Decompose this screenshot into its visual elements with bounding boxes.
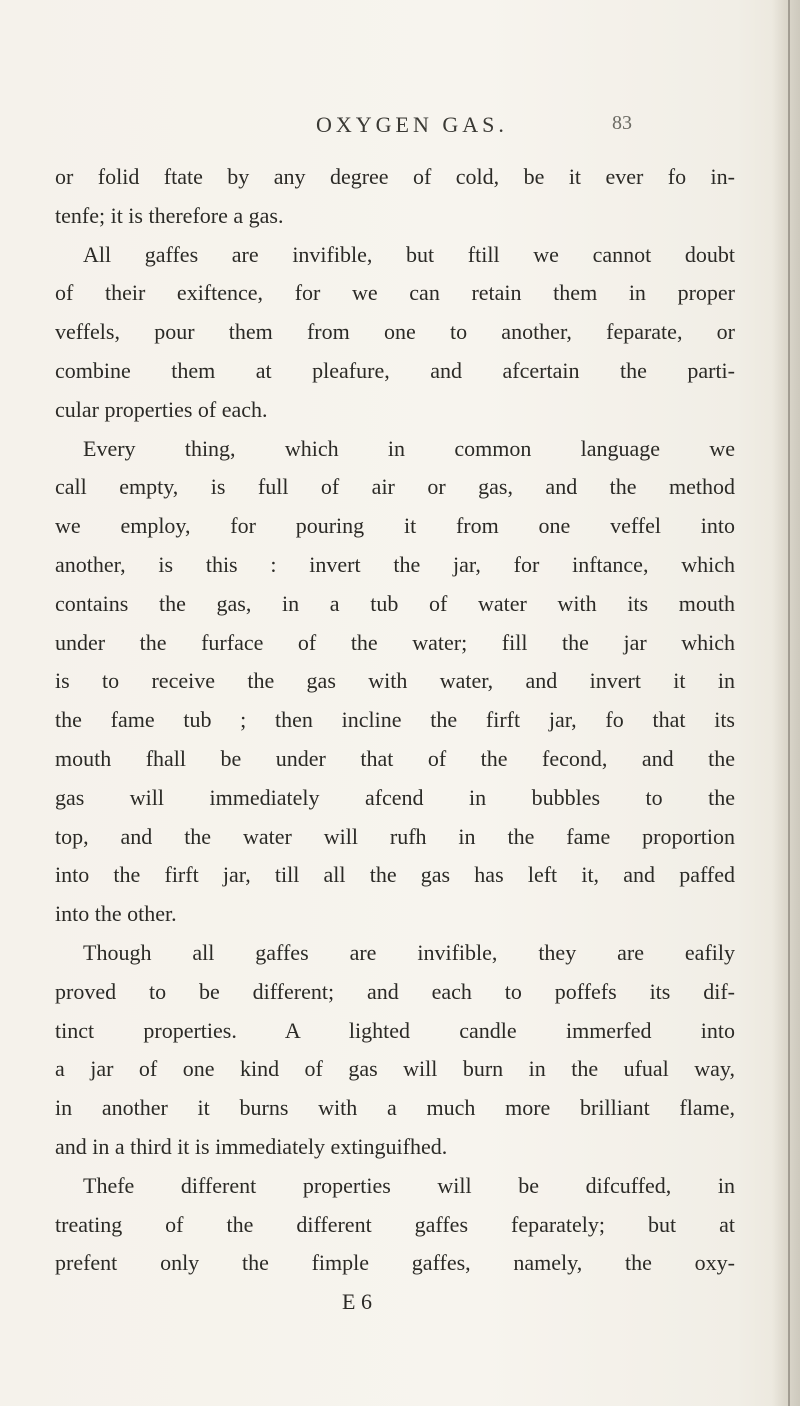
text-line: gas will immediately afcend in bubbles to the — [55, 784, 735, 810]
signature-line — [55, 1283, 735, 1322]
text-line: proved to be different; and each to poffefs its dif- — [55, 978, 735, 1004]
text-line: tinct properties. A lighted candle immerfed into — [55, 1017, 735, 1043]
text-line: into the firft jar, till all the gas has left it, and paffed — [55, 862, 735, 888]
text-line: tenfe; it is therefore a gas. — [55, 202, 284, 228]
text-line: mouth fhall be under that of the fecond, and the — [55, 745, 735, 771]
text-line: contains the gas, in a tub of water with its mouth — [55, 590, 735, 616]
text-line: in another it burns with a much more brilliant flame, — [55, 1095, 735, 1121]
text-line: combine them at pleafure, and afcertain the parti- — [55, 357, 735, 383]
text-line: a jar of one kind of gas will burn in the ufual way, — [55, 1056, 735, 1082]
text-line: and in a third it is immediately extinguifhed. — [55, 1133, 448, 1159]
text-line: top, and the water will rufh in the fame proportion — [55, 823, 735, 849]
text-line: into the other. — [55, 901, 177, 927]
page-edge-line — [788, 0, 790, 1406]
text-line: veffels, pour them from one to another, feparate, or — [55, 319, 735, 345]
page-number: 83 — [612, 112, 632, 134]
text-line: prefent only the fimple gaffes, namely, the oxy- — [55, 1250, 735, 1276]
text-line: Though all gaffes are invifible, they are eafily — [83, 939, 735, 965]
text-line: the fame tub ; then incline the firft jar, fo that its — [55, 707, 735, 733]
text-line: Thefe different properties will be difcuffed, in — [83, 1172, 735, 1198]
text-line: call empty, is full of air or gas, and the method — [55, 474, 735, 500]
body-text — [55, 158, 735, 1322]
signature-mark: E 6 — [342, 1289, 372, 1315]
text-line: cular properties of each. — [55, 396, 268, 422]
text-line: is to receive the gas with water, and invert it in — [55, 668, 735, 694]
text-line: another, is this : invert the jar, for inftance, which — [55, 551, 735, 577]
text-line: treating of the different gaffes feparately; but at — [55, 1211, 735, 1237]
text-line: under the furface of the water; fill the jar which — [55, 629, 735, 655]
text-line: All gaffes are invifible, but ftill we cannot doubt — [83, 241, 735, 267]
page-binding-shadow — [772, 0, 800, 1406]
running-head-title: OXYGEN GAS. — [316, 112, 508, 137]
text-line: of their exiftence, for we can retain them in proper — [55, 280, 735, 306]
text-line: Every thing, which in common language we — [83, 435, 735, 461]
text-line: or folid ftate by any degree of cold, be it ever fo in- — [55, 164, 735, 189]
running-head — [0, 112, 800, 152]
text-line: we employ, for pouring it from one veffel into — [55, 513, 735, 539]
